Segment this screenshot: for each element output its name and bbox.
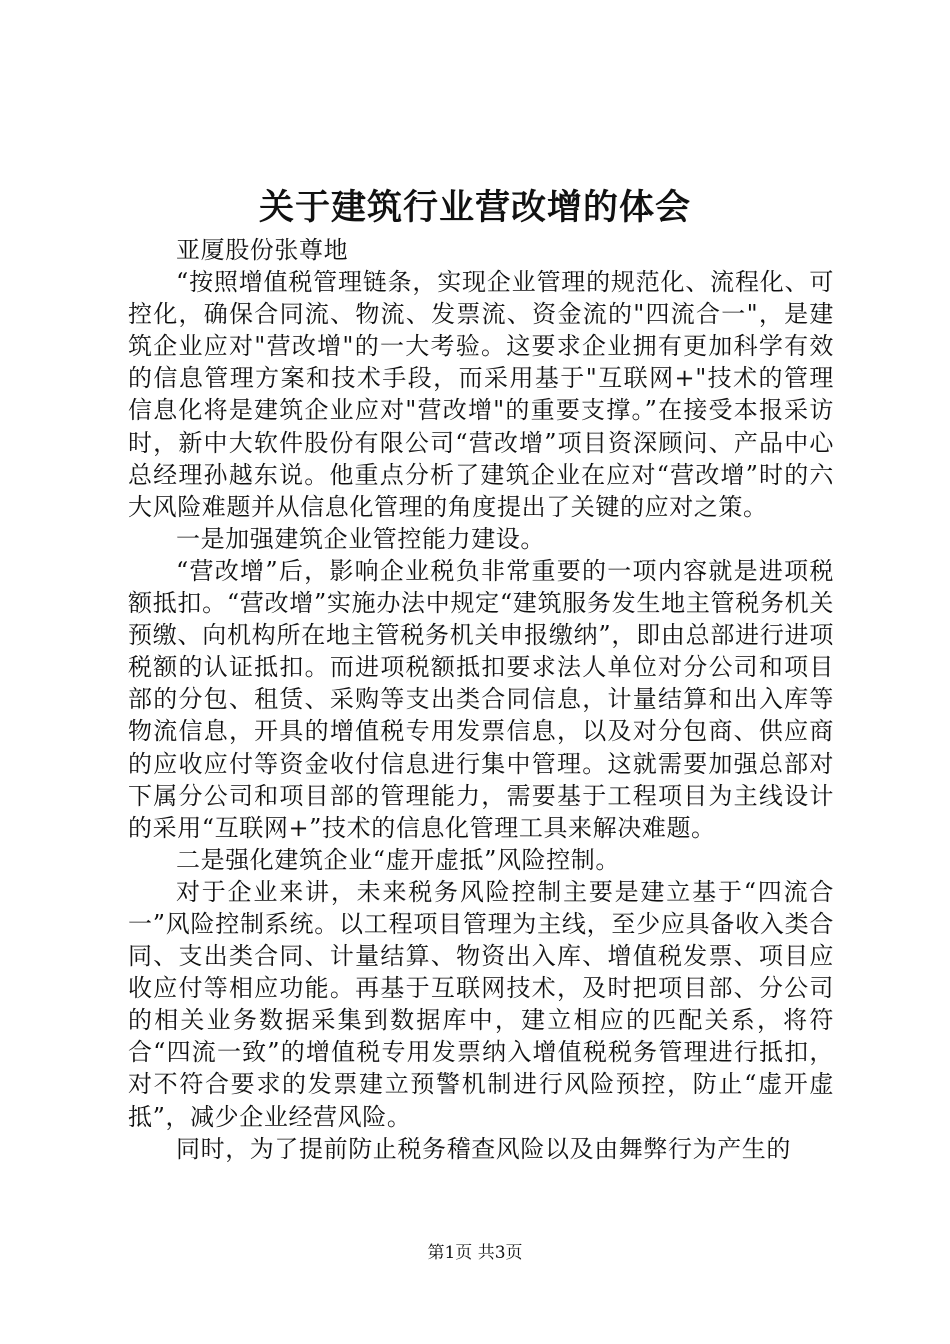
section-heading: 二是强化建筑企业“虚开虚抵”风险控制。 <box>176 845 620 874</box>
author-line: 亚厦股份张尊地 <box>176 236 349 264</box>
paragraph: “按照增值税管理链条，实现企业管理的规范化、流程化、可控化，确保合同流、物流、发票流、资金流的"四流合一"，是建筑企业应对"营改增"的一大考验。这要求企业拥有更加科学有效的信息管理方案和技术手段，而采用基于"互联网+"技术的管理信息化将是建筑企业应对"营改增"的重要支撑。”在接受本报采访时，新中大软件股份有限公司“营改增”项目资深顾问、产品中心总经理孙越东说。他重点分析了建筑企业在应对“营改增”时的六大风险难题并从信息化管理的角度提出了关键的应对之策。 <box>128 268 834 521</box>
document-title: 关于建筑行业营改增的体会 <box>258 188 691 228</box>
paragraph: 同时，为了提前防止税务稽查风险以及由舞弊行为产生的 <box>176 1134 791 1163</box>
document-body <box>128 234 834 1165</box>
section-heading: 一是加强建筑企业管控能力建设。 <box>176 524 545 553</box>
paragraph: “营改增”后，影响企业税负非常重要的一项内容就是进项税额抵扣。“营改增”实施办法中规定“建筑服务发生地主管税务机关预缴、向机构所在地主管税务机关申报缴纳”，即由总部进行进项税额的认证抵扣。而进项税额抵扣要求法人单位对分公司和项目部的分包、租赁、采购等支出类合同信息，计量结算和出入库等物流信息，开具的增值税专用发票信息，以及对分包商、供应商的应收应付等资金收付信息进行集中管理。这就需要加强总部对下属分公司和项目部的管理能力，需要基于工程项目为主线设计的采用“互联网+”技术的信息化管理工具来解决难题。 <box>128 556 834 842</box>
paragraph: 对于企业来讲，未来税务风险控制主要是建立基于“四流合一”风险控制系统。以工程项目管理为主线，至少应具备收入类合同、支出类合同、计量结算、物资出入库、增值税发票、项目应收应付等相应功能。再基于互联网技术，及时把项目部、分公司的相关业务数据采集到数据库中，建立相应的匹配关系，将符合“四流一致”的增值税专用发票纳入增值税税务管理进行抵扣，对不符合要求的发票建立预警机制进行风险预控，防止“虚开虚抵”，减少企业经营风险。 <box>128 877 834 1131</box>
page-number-footer: 第1页 共3页 <box>427 1243 523 1263</box>
